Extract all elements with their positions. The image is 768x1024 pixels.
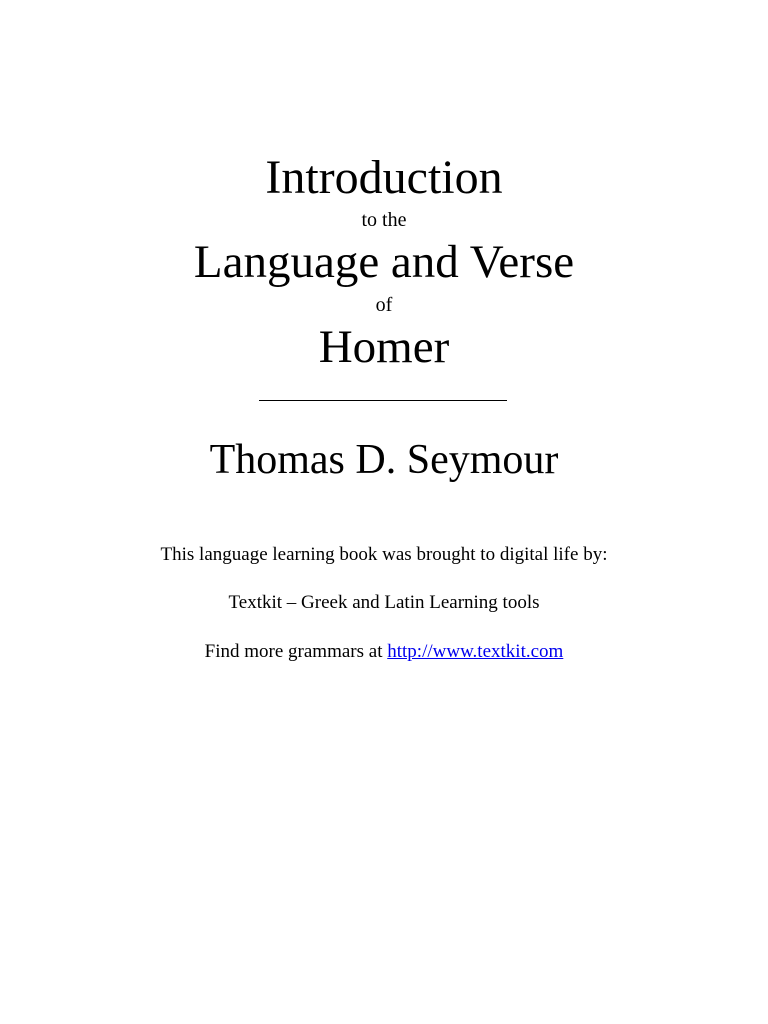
book-title-subject: Homer xyxy=(318,321,450,373)
credit-link-prefix: Find more grammars at xyxy=(204,641,388,662)
title-connector-to-the: to the xyxy=(361,209,407,231)
title-connector-of: of xyxy=(375,294,393,316)
credit-line-more-grammars xyxy=(0,642,768,661)
author-name: Thomas D. Seymour xyxy=(209,437,559,483)
credit-line-textkit: Textkit – Greek and Latin Learning tools xyxy=(228,592,540,613)
textkit-link[interactable]: http://www.textkit.com xyxy=(387,641,564,662)
book-title-main: Introduction xyxy=(265,151,503,204)
credit-line-digitized: This language learning book was brought to digital life by: xyxy=(160,544,608,565)
book-title-subtitle: Language and Verse xyxy=(193,236,575,288)
title-divider xyxy=(259,400,507,401)
